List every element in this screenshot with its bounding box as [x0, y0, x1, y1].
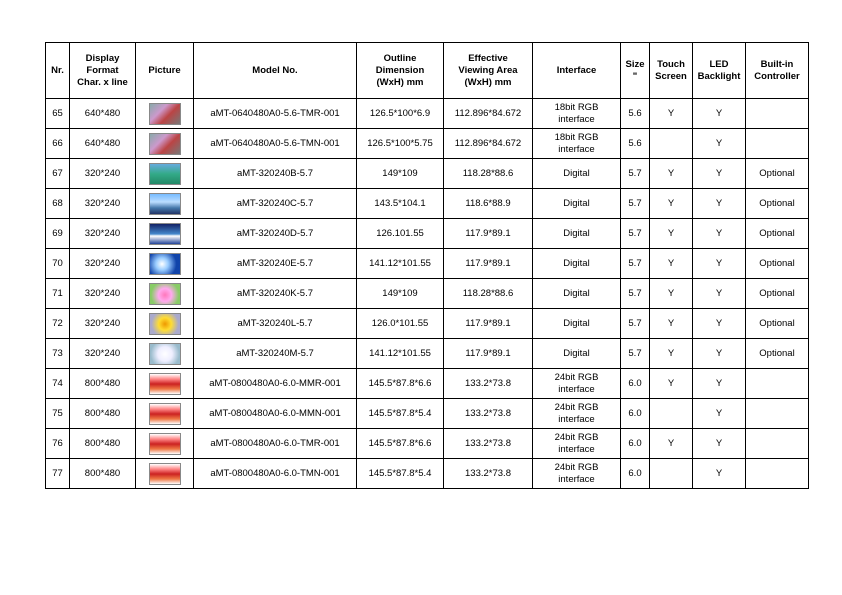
cell-effective: 118.6*88.9: [444, 189, 533, 219]
header-effective: [444, 43, 533, 99]
cell-interface-line1: 24bit RGB: [554, 461, 599, 473]
cell-interface: [533, 369, 621, 399]
cell-led: Y: [693, 429, 746, 459]
cell-interface: Digital: [533, 249, 621, 279]
cell-effective: 117.9*89.1: [444, 309, 533, 339]
cell-format: 320*240: [70, 189, 136, 219]
cell-touch: [650, 459, 693, 489]
cell-size: 5.7: [621, 159, 650, 189]
cell-nr: 70: [46, 249, 70, 279]
header-display-format-line2: Format: [86, 64, 119, 76]
cell-outline: 145.5*87.8*5.4: [357, 459, 444, 489]
header-controller-line1: Built-in: [760, 58, 794, 70]
cell-interface-line2: interface: [558, 383, 595, 395]
cell-picture: [136, 99, 194, 129]
table-row: [46, 159, 809, 189]
cell-nr: 75: [46, 399, 70, 429]
cell-outline: 126.5*100*5.75: [357, 129, 444, 159]
cell-model: aMT-320240E-5.7: [194, 249, 357, 279]
cell-model: aMT-320240M-5.7: [194, 339, 357, 369]
cell-nr: 69: [46, 219, 70, 249]
cell-led: Y: [693, 249, 746, 279]
header-interface-label: Interface: [556, 64, 597, 76]
cell-outline: 145.5*87.8*5.4: [357, 399, 444, 429]
cell-interface: Digital: [533, 309, 621, 339]
cell-nr: 73: [46, 339, 70, 369]
header-touch-line1: Touch: [657, 58, 685, 70]
cell-picture: [136, 219, 194, 249]
cell-interface-line2: interface: [558, 413, 595, 425]
cell-interface: Digital: [533, 159, 621, 189]
red-flower-photo-icon: [149, 433, 181, 455]
cell-format: 320*240: [70, 219, 136, 249]
cell-picture: [136, 129, 194, 159]
header-controller: [746, 43, 809, 99]
cell-effective: 133.2*73.8: [444, 399, 533, 429]
cell-outline: 149*109: [357, 159, 444, 189]
cell-model: aMT-320240L-5.7: [194, 309, 357, 339]
flower-photo-icon: [149, 313, 181, 335]
cell-outline: 145.5*87.8*6.6: [357, 429, 444, 459]
header-outline-line1: Outline: [383, 52, 417, 64]
cell-effective: 118.28*88.6: [444, 159, 533, 189]
cell-touch: Y: [650, 249, 693, 279]
header-display-format-line3: Char. x line: [77, 76, 128, 88]
cell-size: 6.0: [621, 399, 650, 429]
white-flower-photo-icon: [149, 343, 181, 365]
header-outline-line3: (WxH) mm: [376, 76, 424, 88]
red-flower-photo-icon: [149, 463, 181, 485]
cell-nr: 77: [46, 459, 70, 489]
cell-format: 800*480: [70, 399, 136, 429]
cell-model: aMT-320240C-5.7: [194, 189, 357, 219]
street-photo-icon: [149, 103, 181, 125]
cell-picture: [136, 249, 194, 279]
cell-interface-line2: interface: [558, 473, 595, 485]
table-row: [46, 309, 809, 339]
cell-led: Y: [693, 459, 746, 489]
cell-size: 5.7: [621, 339, 650, 369]
header-touch: [650, 43, 693, 99]
cell-interface-line2: interface: [558, 113, 595, 125]
cell-interface: Digital: [533, 279, 621, 309]
header-controller-line2: Controller: [754, 70, 800, 82]
cell-format: 320*240: [70, 159, 136, 189]
cell-format: 640*480: [70, 129, 136, 159]
cell-touch: [650, 129, 693, 159]
cell-outline: 126.5*100*6.9: [357, 99, 444, 129]
cell-size: 5.7: [621, 279, 650, 309]
cell-controller: Optional: [746, 189, 809, 219]
lcd-spec-table: [45, 42, 809, 489]
cell-model: aMT-320240K-5.7: [194, 279, 357, 309]
cell-interface: [533, 399, 621, 429]
cell-nr: 67: [46, 159, 70, 189]
header-display-format-line1: Display: [85, 52, 120, 64]
cell-touch: Y: [650, 369, 693, 399]
cell-interface: Digital: [533, 189, 621, 219]
cell-picture: [136, 189, 194, 219]
cell-touch: Y: [650, 309, 693, 339]
teal-photo-icon: [149, 163, 181, 185]
cell-interface-line2: interface: [558, 443, 595, 455]
cell-format: 320*240: [70, 279, 136, 309]
cell-effective: 112.896*84.672: [444, 129, 533, 159]
cell-picture: [136, 429, 194, 459]
table-row: [46, 249, 809, 279]
cell-controller: [746, 429, 809, 459]
cell-controller: [746, 369, 809, 399]
cell-size: 6.0: [621, 459, 650, 489]
cell-effective: 133.2*73.8: [444, 459, 533, 489]
header-nr: [46, 43, 70, 99]
cell-led: Y: [693, 99, 746, 129]
table-row: [46, 99, 809, 129]
table-row: [46, 189, 809, 219]
cell-format: 800*480: [70, 459, 136, 489]
cell-effective: 117.9*89.1: [444, 249, 533, 279]
cell-touch: [650, 399, 693, 429]
cell-size: 5.6: [621, 129, 650, 159]
cell-touch: Y: [650, 99, 693, 129]
cell-touch: Y: [650, 189, 693, 219]
cell-controller: [746, 459, 809, 489]
cell-model: aMT-320240B-5.7: [194, 159, 357, 189]
cell-led: Y: [693, 399, 746, 429]
cell-format: 640*480: [70, 99, 136, 129]
cell-led: Y: [693, 159, 746, 189]
cell-controller: [746, 99, 809, 129]
cell-controller: Optional: [746, 159, 809, 189]
cell-touch: Y: [650, 279, 693, 309]
cell-format: 800*480: [70, 429, 136, 459]
header-interface: [533, 43, 621, 99]
cell-model: aMT-0640480A0-5.6-TMN-001: [194, 129, 357, 159]
cell-size: 5.7: [621, 189, 650, 219]
cell-led: Y: [693, 189, 746, 219]
cell-interface: [533, 99, 621, 129]
cell-size: 6.0: [621, 429, 650, 459]
cell-format: 320*240: [70, 249, 136, 279]
cell-format: 800*480: [70, 369, 136, 399]
cell-led: Y: [693, 339, 746, 369]
cell-effective: 112.896*84.672: [444, 99, 533, 129]
cell-nr: 74: [46, 369, 70, 399]
table-row: [46, 279, 809, 309]
cell-model: aMT-0800480A0-6.0-TMR-001: [194, 429, 357, 459]
cell-led: Y: [693, 129, 746, 159]
cell-effective: 133.2*73.8: [444, 369, 533, 399]
header-picture-label: Picture: [148, 64, 181, 76]
cell-outline: 145.5*87.8*6.6: [357, 369, 444, 399]
cell-model: aMT-0640480A0-5.6-TMR-001: [194, 99, 357, 129]
header-touch-line2: Screen: [655, 70, 687, 82]
cell-touch: Y: [650, 219, 693, 249]
cell-controller: Optional: [746, 249, 809, 279]
cell-outline: 141.12*101.55: [357, 339, 444, 369]
cell-effective: 117.9*89.1: [444, 339, 533, 369]
cell-format: 320*240: [70, 309, 136, 339]
header-effective-line2: Viewing Area: [458, 64, 518, 76]
cell-picture: [136, 399, 194, 429]
table-row: [46, 369, 809, 399]
cell-picture: [136, 369, 194, 399]
header-effective-line3: (WxH) mm: [464, 76, 512, 88]
cell-interface-line1: 24bit RGB: [554, 401, 599, 413]
header-effective-line1: Effective: [468, 52, 508, 64]
header-display-format: [70, 43, 136, 99]
cell-interface-line1: 24bit RGB: [554, 371, 599, 383]
cell-nr: 72: [46, 309, 70, 339]
cell-picture: [136, 159, 194, 189]
cell-format: 320*240: [70, 339, 136, 369]
header-outline: [357, 43, 444, 99]
cell-model: aMT-320240D-5.7: [194, 219, 357, 249]
red-flower-photo-icon: [149, 373, 181, 395]
cell-size: 5.7: [621, 249, 650, 279]
header-size-line1: Size: [625, 58, 645, 70]
cell-led: Y: [693, 369, 746, 399]
cell-outline: 149*109: [357, 279, 444, 309]
cell-controller: Optional: [746, 219, 809, 249]
header-model-label: Model No.: [252, 64, 298, 76]
table-row: [46, 219, 809, 249]
cell-effective: 133.2*73.8: [444, 429, 533, 459]
red-flower-photo-icon: [149, 403, 181, 425]
cell-interface-line1: 24bit RGB: [554, 431, 599, 443]
cell-nr: 65: [46, 99, 70, 129]
cell-size: 5.6: [621, 99, 650, 129]
cell-interface-line2: interface: [558, 143, 595, 155]
cell-nr: 71: [46, 279, 70, 309]
cell-picture: [136, 459, 194, 489]
cell-nr: 66: [46, 129, 70, 159]
cell-interface: [533, 429, 621, 459]
cell-interface: [533, 129, 621, 159]
header-model: [194, 43, 357, 99]
table-row: [46, 339, 809, 369]
header-picture: [136, 43, 194, 99]
cell-outline: 126.101.55: [357, 219, 444, 249]
table-row: [46, 429, 809, 459]
header-led-line1: LED: [709, 58, 729, 70]
cell-effective: 117.9*89.1: [444, 219, 533, 249]
blue-photo-icon: [149, 223, 181, 245]
cell-controller: Optional: [746, 339, 809, 369]
header-size-line2: ": [632, 70, 638, 82]
street-photo-icon: [149, 133, 181, 155]
cell-controller: [746, 129, 809, 159]
cell-touch: Y: [650, 429, 693, 459]
cell-nr: 76: [46, 429, 70, 459]
header-led: [693, 43, 746, 99]
cell-led: Y: [693, 309, 746, 339]
cell-touch: Y: [650, 159, 693, 189]
cell-model: aMT-0800480A0-6.0-MMR-001: [194, 369, 357, 399]
cell-interface-line1: 18bit RGB: [554, 101, 599, 113]
cell-led: Y: [693, 279, 746, 309]
cell-size: 5.7: [621, 219, 650, 249]
cell-nr: 68: [46, 189, 70, 219]
cell-size: 6.0: [621, 369, 650, 399]
cell-model: aMT-0800480A0-6.0-MMN-001: [194, 399, 357, 429]
cell-effective: 118.28*88.6: [444, 279, 533, 309]
cell-picture: [136, 279, 194, 309]
table-row: [46, 129, 809, 159]
cell-outline: 143.5*104.1: [357, 189, 444, 219]
cell-interface-line1: 18bit RGB: [554, 131, 599, 143]
splash-photo-icon: [149, 253, 181, 275]
cell-model: aMT-0800480A0-6.0-TMN-001: [194, 459, 357, 489]
header-size: [621, 43, 650, 99]
cell-size: 5.7: [621, 309, 650, 339]
table-row: [46, 459, 809, 489]
cell-controller: Optional: [746, 279, 809, 309]
cell-picture: [136, 339, 194, 369]
header-nr-label: Nr.: [51, 64, 64, 76]
panorama-photo-icon: [149, 193, 181, 215]
header-outline-line2: Dimension: [375, 64, 425, 76]
cell-interface: Digital: [533, 219, 621, 249]
cell-interface: [533, 459, 621, 489]
cell-touch: Y: [650, 339, 693, 369]
cell-interface: Digital: [533, 339, 621, 369]
cell-outline: 141.12*101.55: [357, 249, 444, 279]
header-row: [46, 43, 809, 99]
cell-controller: Optional: [746, 309, 809, 339]
lotus-photo-icon: [149, 283, 181, 305]
table-row: [46, 399, 809, 429]
cell-led: Y: [693, 219, 746, 249]
cell-picture: [136, 309, 194, 339]
header-led-line2: Backlight: [697, 70, 741, 82]
cell-controller: [746, 399, 809, 429]
cell-outline: 126.0*101.55: [357, 309, 444, 339]
